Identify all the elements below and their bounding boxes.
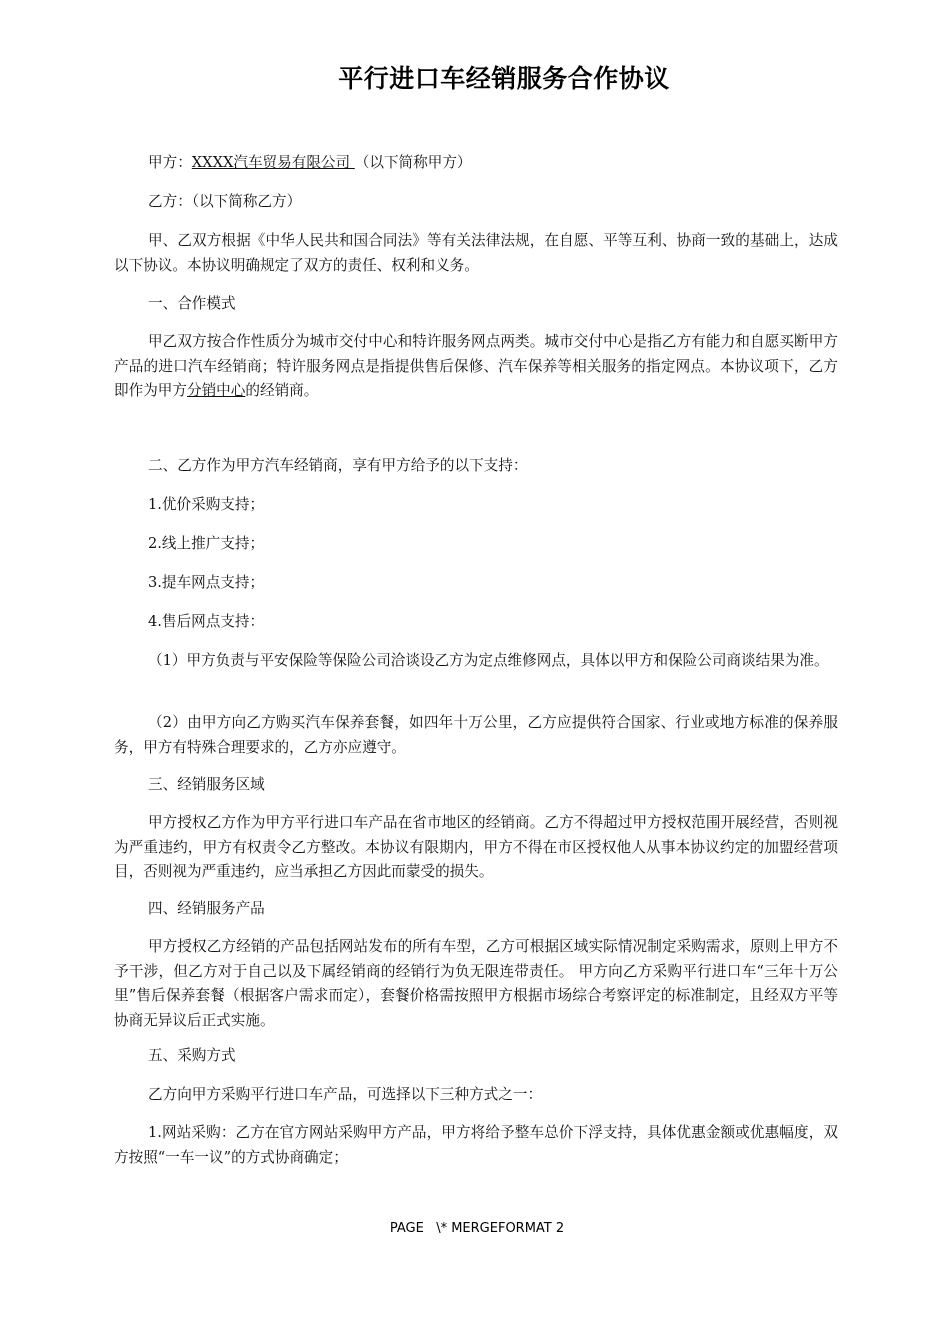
section-1-body [114, 330, 838, 404]
party-b-line: 乙方：（以下简称乙方） [148, 193, 302, 210]
party-a-prefix: 甲方： [148, 154, 192, 171]
section-2-subitem-1: （1）甲方负责与平安保险等保险公司洽谈设乙方为定点维修网点，具体以甲方和保险公司商谈结果为准。 [148, 652, 829, 669]
distribution-center-term: 分销中心 [186, 382, 246, 399]
preamble-paragraph: 甲、乙双方根据《中华人民共和国合同法》等有关法律法规，在自愿、平等互利、协商一致的基础上，达成以下协议。本协议明确规定了双方的责任、权利和义务。 [114, 232, 838, 274]
section-4-body: 甲方授权乙方经销的产品包括网站发布的所有车型，乙方可根据区域实际情况制定采购需求，原则上甲方不予干涉，但乙方对于自己以及下属经销商的经销行为负无限连带责任。 甲方向乙方采购平行进口车“三年十万公里”售后保养套餐（根据客户需求而定），套餐价格需按照甲方根据市场综合考察评定的标准制定，且经双方平等协商无异议后正式实施。 [114, 938, 838, 1029]
section-3-heading: 三、经销服务区域 [148, 776, 265, 793]
document-title: 平行进口车经销服务合作协议 [338, 64, 670, 93]
party-a-name: XXXX汽车贸易有限公司 [191, 154, 355, 171]
section-5-heading: 五、采购方式 [148, 1047, 236, 1064]
section-2-item: 4.售后网点支持： [148, 613, 265, 630]
section-3-body: 甲方授权乙方作为甲方平行进口车产品在省市地区的经销商。乙方不得超过甲方授权范围开展经营，否则视为严重违约，甲方有权责令乙方整改。本协议有限期内，甲方不得在市区授权他人从事本协议约定的加盟经营项目，否则视为严重违约，应当承担乙方因此而蒙受的损失。 [114, 814, 838, 880]
section-2-item: 3.提车网点支持； [148, 574, 265, 591]
section-5-intro: 乙方向甲方采购平行进口车产品，可选择以下三种方式之一： [148, 1086, 543, 1103]
section-1-body-end: 的经销商。 [245, 382, 319, 399]
party-a-suffix: （以下简称甲方） [354, 154, 472, 171]
section-2-item: 1.优价采购支持； [148, 496, 265, 513]
section-5-item-1: 1.网站采购：乙方在官方网站采购甲方产品，甲方将给予整车总价下浮支持，具体优惠金额或优惠幅度，双方按照“一车一议”的方式协商确定； [114, 1124, 838, 1166]
party-a-line [114, 151, 838, 176]
section-2-heading: 二、乙方作为甲方汽车经销商，享有甲方给予的以下支持： [148, 457, 528, 474]
section-4-heading: 四、经销服务产品 [148, 900, 265, 917]
section-1-body-text: 甲乙双方按合作性质分为城市交付中心和特许服务网点两类。城市交付中心是指乙方有能力和自愿买断甲方产品的进口汽车经销商；特许服务网点是指提供售后保修、汽车保养等相关服务的指定网点。本协议项下，乙方即作为甲方 [114, 333, 838, 399]
section-2-subitem-2: （2）由甲方向乙方购买汽车保养套餐，如四年十万公里，乙方应提供符合国家、行业或地方标准的保养服务，甲方有特殊合理要求的，乙方亦应遵守。 [114, 714, 838, 756]
page-footer: PAGE \* MERGEFORMAT 2 [389, 1221, 565, 1236]
section-1-heading: 一、合作模式 [148, 295, 236, 312]
section-2-item: 2.线上推广支持； [148, 535, 265, 552]
